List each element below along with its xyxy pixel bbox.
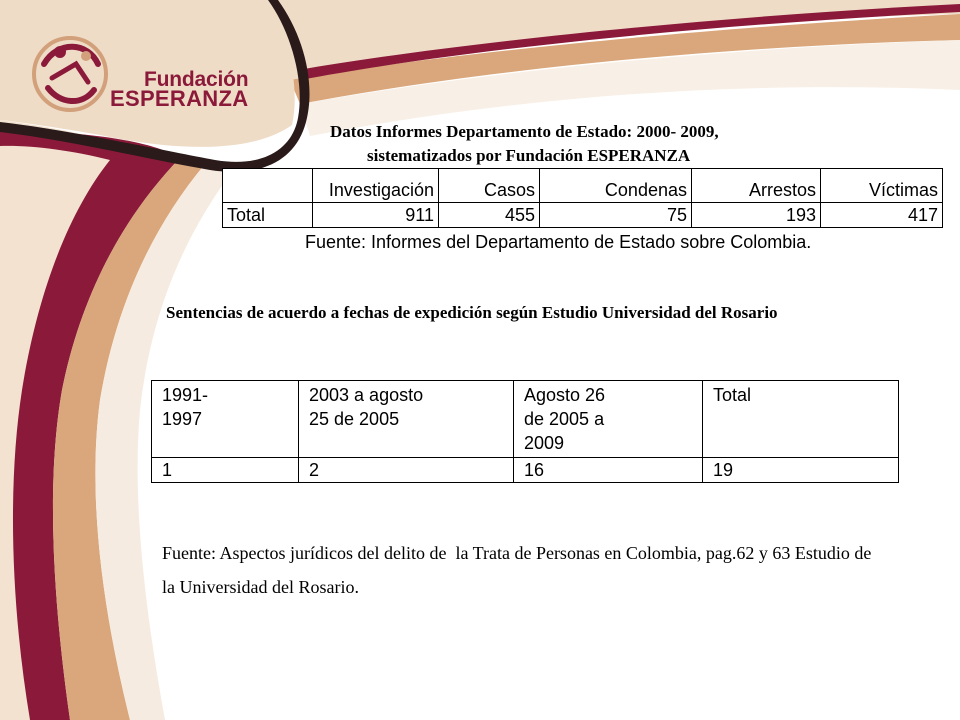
table-cell: Total bbox=[223, 203, 313, 228]
header-line: 1997 bbox=[162, 409, 203, 429]
table-row bbox=[152, 458, 899, 483]
state-department-table bbox=[222, 168, 943, 228]
table-cell: 193 bbox=[692, 203, 821, 228]
section2-title: Sentencias de acuerdo a fechas de expedición según Estudio Universidad del Rosario bbox=[166, 303, 778, 322]
section1-title-line2: sistematizados por Fundación ESPERANZA bbox=[367, 146, 691, 165]
table-header-cell: Casos bbox=[439, 169, 540, 203]
table-header-cell: Condenas bbox=[540, 169, 692, 203]
table-cell: 2 bbox=[299, 458, 514, 483]
source-line: Fuente: Aspectos jurídicos del delito de la Trata de Personas en Colombia, pag.62 y 63 Estudio de bbox=[162, 543, 872, 563]
table-cell: 911 bbox=[313, 203, 439, 228]
header-line: 2003 a agosto bbox=[309, 385, 424, 405]
table-cell: 1 bbox=[152, 458, 299, 483]
table-header-cell bbox=[152, 381, 299, 458]
header-line: Agosto 26 bbox=[524, 385, 606, 405]
table-header-row bbox=[223, 169, 943, 203]
header-line: Total bbox=[713, 385, 752, 405]
header-line: 25 de 2005 bbox=[309, 409, 400, 429]
header-line: 2009 bbox=[524, 433, 565, 453]
brand-name-top: Fundación bbox=[144, 68, 249, 91]
header-line: 1991- bbox=[162, 385, 209, 405]
header-line: de 2005 a bbox=[524, 409, 605, 429]
table-header-cell bbox=[703, 381, 899, 458]
table-row bbox=[223, 203, 943, 228]
sentences-table bbox=[151, 380, 899, 483]
table-header-cell bbox=[514, 381, 703, 458]
table-cell: 455 bbox=[439, 203, 540, 228]
section1-title-line1: Datos Informes Departamento de Estado: 2000- 2009, bbox=[330, 122, 719, 141]
brand-name-bottom: ESPERANZA bbox=[110, 86, 249, 111]
table-header-row bbox=[152, 381, 899, 458]
table-header-cell: Víctimas bbox=[821, 169, 943, 203]
table-cell: 417 bbox=[821, 203, 943, 228]
table-header-cell: Arrestos bbox=[692, 169, 821, 203]
table-header-cell bbox=[223, 169, 313, 203]
table-cell: 16 bbox=[514, 458, 703, 483]
brand-logo bbox=[30, 34, 270, 114]
table-header-cell bbox=[299, 381, 514, 458]
table-header-cell: Investigación bbox=[313, 169, 439, 203]
section1-source: Fuente: Informes del Departamento de Estado sobre Colombia. bbox=[305, 232, 812, 252]
fundacion-esperanza-logo-icon bbox=[30, 34, 110, 114]
table-cell: 75 bbox=[540, 203, 692, 228]
table-cell: 19 bbox=[703, 458, 899, 483]
source-line: la Universidad del Rosario. bbox=[162, 577, 359, 597]
section2-source bbox=[162, 536, 960, 604]
